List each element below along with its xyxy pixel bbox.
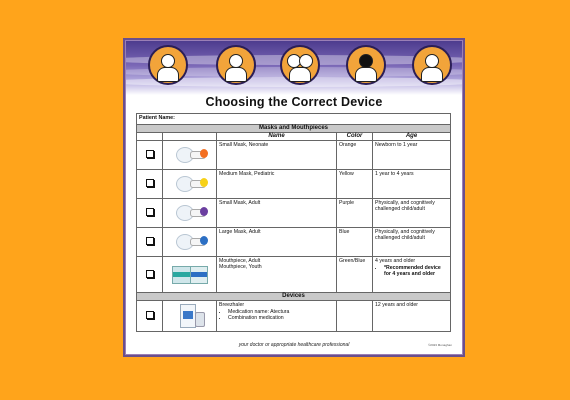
mask-neonate-image xyxy=(170,145,210,163)
device-name: Large Mask, Adult xyxy=(217,228,337,257)
device-name-line: Breezhaler xyxy=(219,302,245,308)
device-name: Small Mask, Adult xyxy=(217,199,337,228)
bullet-item: • Medication name: Atectura xyxy=(228,309,334,315)
device-name: Medium Mask, Pediatric xyxy=(217,170,337,199)
device-table xyxy=(136,113,451,332)
column-header-name: Name xyxy=(217,133,337,141)
device-color: Orange xyxy=(337,141,373,170)
device-chart-sheet xyxy=(126,41,462,354)
column-header-image xyxy=(163,133,217,141)
child-soccer-icon xyxy=(346,45,386,85)
bullet-item: • Combination medication xyxy=(228,315,334,321)
breezhaler-image xyxy=(170,306,210,324)
checkbox[interactable] xyxy=(146,208,154,216)
page-title: Choosing the Correct Device xyxy=(205,95,383,109)
column-header-age: Age xyxy=(373,133,451,141)
device-name xyxy=(217,257,337,293)
section-title-masks: Masks and Mouthpieces xyxy=(137,125,451,133)
column-header-color: Color xyxy=(337,133,373,141)
device-color xyxy=(337,301,373,332)
twins-icon xyxy=(280,45,320,85)
device-age: 1 year to 4 years xyxy=(373,170,451,199)
recommendation-note: • *Recommended device for 4 years and older xyxy=(384,265,448,277)
mask-pediatric-image xyxy=(170,174,210,192)
patient-name-row xyxy=(137,114,451,125)
copyright-text: ©2023 Monaghan xyxy=(428,343,452,347)
column-header-row xyxy=(137,133,451,141)
device-age: Newborn to 1 year xyxy=(373,141,451,170)
device-age-value: 4 years and older xyxy=(375,258,416,264)
illustration-banner xyxy=(126,41,462,95)
device-color: Yellow xyxy=(337,170,373,199)
device-color: Blue xyxy=(337,228,373,257)
table-row xyxy=(137,170,451,199)
table-row xyxy=(137,228,451,257)
device-color: Purple xyxy=(337,199,373,228)
patient-name-label: Patient Name: xyxy=(137,114,451,125)
mask-small-adult-image xyxy=(170,203,210,221)
device-name-line: Mouthpiece, Youth xyxy=(219,264,262,270)
checkbox[interactable] xyxy=(146,311,154,319)
table-row xyxy=(137,199,451,228)
device-bullets xyxy=(219,309,334,321)
checkbox[interactable] xyxy=(146,150,154,158)
mouthpiece-image xyxy=(170,265,210,283)
section-title-devices: Devices xyxy=(137,293,451,301)
device-age: Physically, and cognitively challenged child/adult xyxy=(373,228,451,257)
recommendation-list xyxy=(375,265,448,277)
table-row xyxy=(137,301,451,332)
device-color: Green/Blue xyxy=(337,257,373,293)
mask-large-adult-image xyxy=(170,232,210,250)
child-angel-icon xyxy=(216,45,256,85)
device-age: 12 years and older xyxy=(373,301,451,332)
column-header-check xyxy=(137,133,163,141)
device-age xyxy=(373,257,451,293)
checkbox[interactable] xyxy=(146,270,154,278)
section-header-devices xyxy=(137,293,451,301)
device-name: Small Mask, Neonate xyxy=(217,141,337,170)
checkbox[interactable] xyxy=(146,179,154,187)
device-name xyxy=(217,301,337,332)
adult-doctor-icon xyxy=(412,45,452,85)
table-row xyxy=(137,257,451,293)
child-waving-icon xyxy=(148,45,188,85)
device-name-line: Mouthpiece, Adult xyxy=(219,258,261,264)
checkbox[interactable] xyxy=(146,237,154,245)
table-row xyxy=(137,141,451,170)
device-age: Physically, and cognitively challenged child/adult xyxy=(373,199,451,228)
footer-text: your doctor or appropriate healthcare professional xyxy=(238,342,350,348)
section-header-masks xyxy=(137,125,451,133)
